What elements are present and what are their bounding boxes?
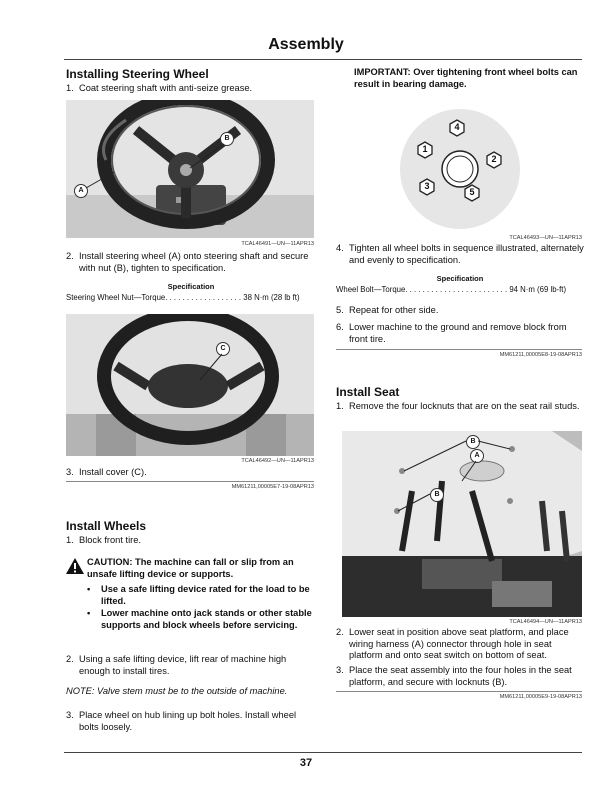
step-number: 1.	[66, 535, 74, 545]
bolts-spec-heading: Specification	[436, 274, 484, 283]
wheels-step-1	[66, 535, 316, 547]
bolt-number-5: 5	[469, 187, 475, 197]
step-text: Install steering wheel (A) onto steering shaft and secure with nut (B), tighten to specification.	[79, 251, 309, 273]
bolts-step-5	[336, 305, 584, 317]
wheels-step-2	[66, 654, 316, 677]
figure2-caption: TCAL46492—UN—11APR13	[241, 458, 314, 464]
step-text: Block front tire.	[79, 535, 142, 545]
seat-heading: Install Seat	[336, 385, 400, 399]
seat-step-3	[336, 665, 584, 688]
footer-rule	[64, 752, 582, 753]
step-text: Repeat for other side.	[349, 305, 439, 315]
bolt-number-1: 1	[422, 144, 428, 154]
figure1-caption: TCAL46491—UN—11APR13	[241, 241, 314, 247]
bolt-figure-caption: TCAL46493—UN—11APR13	[509, 235, 582, 241]
bolts-ref: MM61211,00005E8-19-08APR13	[499, 352, 582, 358]
title-rule	[64, 59, 582, 60]
callout-b-label: B	[224, 135, 230, 142]
seat-callout-a-label: A	[474, 452, 480, 459]
step-text: Using a safe lifting device, lift rear of machine high enough to install tires.	[79, 654, 287, 676]
bolts-step-4	[336, 243, 584, 266]
seat-callout-leaders	[342, 431, 582, 617]
step-text: Place wheel on hub lining up bolt holes. Install wheel bolts loosely.	[79, 710, 297, 732]
step-number: 3.	[66, 710, 74, 720]
bullet-text: Lower machine onto jack stands or other stable supports and block wheels before servicing.	[101, 608, 312, 630]
steering-ref: MM61211,00005E7-19-08APR13	[231, 484, 314, 490]
step-number: 3.	[66, 467, 74, 477]
seat-callout-b-bottom-label: B	[434, 491, 440, 498]
bullet-dot: •	[87, 584, 91, 594]
callout-a-label: A	[78, 187, 84, 194]
callout-c-label: C	[220, 345, 226, 352]
seat-figure-caption: TCAL46494—UN—11APR13	[509, 619, 582, 625]
step-text: Tighten all wheel bolts in sequence illustrated, alternately and evenly to specification.	[349, 243, 584, 265]
seat-step-1	[336, 401, 584, 413]
warning-triangle-icon	[66, 558, 84, 574]
caution-bullet-1	[87, 584, 317, 607]
step-number: 2.	[66, 654, 74, 664]
steering-spec-line: Steering Wheel Nut—Torque. . . . . . . . . . . . . . . . . . 38 N·m (28 lb ft)	[66, 293, 300, 302]
step-text: Remove the four locknuts that are on the seat rail studs.	[349, 401, 580, 411]
seat-callout-b-top-label: B	[470, 438, 476, 445]
step-number: 2.	[336, 627, 344, 637]
step-text: Lower machine to the ground and remove block from front tire.	[349, 322, 567, 344]
bolts-spec-line: Wheel Bolt—Torque. . . . . . . . . . . . . . . . . . . . . . . . 94 N·m (69 lb-ft)	[336, 285, 567, 294]
wheels-heading: Install Wheels	[66, 519, 147, 533]
seat-platform-photo	[342, 431, 582, 617]
steering-step-1	[66, 83, 316, 95]
step-number: 1.	[336, 401, 344, 411]
bolt-number-3: 3	[424, 181, 430, 191]
steering-heading: Installing Steering Wheel	[66, 67, 209, 81]
caution-text: CAUTION: The machine can fall or slip from an unsafe lifting device or supports.	[87, 557, 294, 579]
important-text: IMPORTANT: Over tightening front wheel bolts can result in bearing damage.	[354, 67, 578, 89]
step-text: Place the seat assembly into the four holes in the seat platform, and secure with locknuts (B).	[349, 665, 572, 687]
bolts-step-6	[336, 322, 584, 345]
page-title: Assembly	[268, 36, 344, 53]
step-number: 1.	[66, 83, 74, 93]
steering-cover-photo	[66, 314, 314, 456]
steering-step-3	[66, 467, 316, 479]
step-number: 5.	[336, 305, 344, 315]
important-notice	[336, 67, 584, 90]
step-text: Install cover (C).	[79, 467, 147, 477]
callout-c-leader	[66, 314, 314, 456]
page-number: 37	[299, 757, 313, 769]
step-text: Lower seat in position above seat platform, and place wiring harness (A) connector through hole in seat platform and onto seat switch on bottom of seat.	[349, 627, 569, 660]
wheels-step-3	[66, 710, 316, 733]
step-number: 2.	[66, 251, 74, 261]
seat-ref: MM61211,00005E9-19-08APR13	[499, 694, 582, 700]
valve-stem-note: NOTE: Valve stem must be to the outside of machine.	[66, 686, 288, 696]
bolt-sequence-diagram	[398, 107, 522, 231]
step-number: 3.	[336, 665, 344, 675]
steering-ref-rule	[66, 481, 314, 482]
bolts-ref-rule	[336, 349, 582, 350]
bolt-number-2: 2	[491, 154, 497, 164]
caution-bullet-2	[87, 608, 317, 631]
bullet-dot: •	[87, 608, 91, 618]
bolt-number-4: 4	[454, 122, 460, 132]
steering-wheel-photo	[66, 100, 314, 238]
step-number: 6.	[336, 322, 344, 332]
step-number: 4.	[336, 243, 344, 253]
bullet-text: Use a safe lifting device rated for the load to be lifted.	[101, 584, 310, 606]
seat-step-2	[336, 627, 584, 662]
step-text: Coat steering shaft with anti-seize grease.	[79, 83, 253, 93]
seat-ref-rule	[336, 691, 582, 692]
steering-step-2	[66, 251, 316, 274]
steering-spec-heading: Specification	[167, 282, 215, 291]
callout-leaders	[66, 100, 314, 238]
